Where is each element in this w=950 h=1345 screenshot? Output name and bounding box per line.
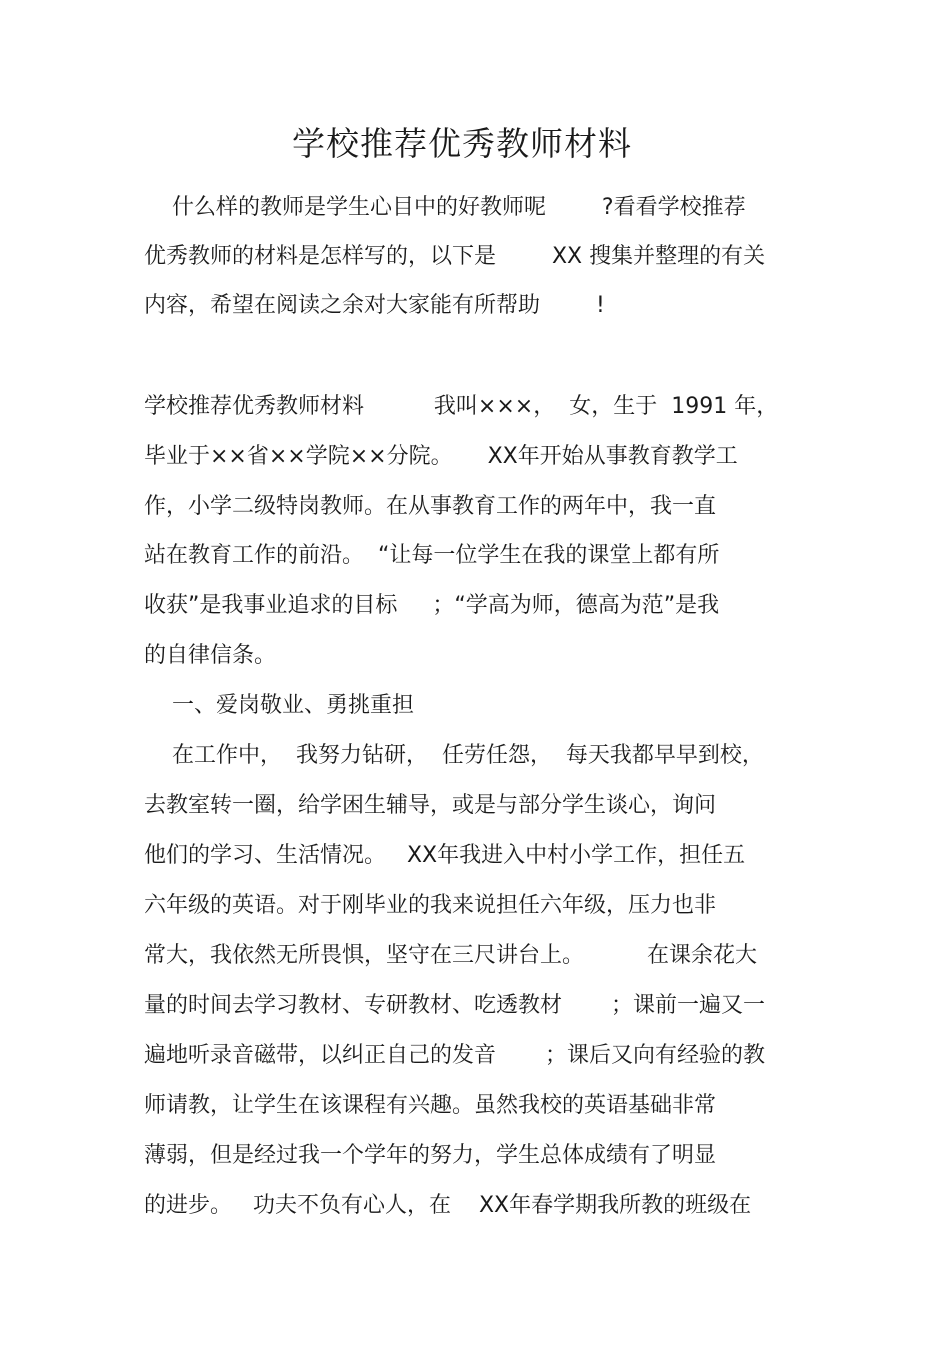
paragraph-line: 他们的学习、生活情况。 XX年我进入中村小学工作，担任五 xyxy=(144,843,746,868)
paragraph-line: 站在教育工作的前沿。 “让每一位学生在我的课堂上都有所 xyxy=(144,543,720,568)
document-title: 学校推荐优秀教师材料 xyxy=(292,124,632,163)
paragraph-line: 薄弱，但是经过我一个学年的努力，学生总体成绩有了明显 xyxy=(144,1143,717,1168)
paragraph-line: 内容，希望在阅读之余对大家能有所帮助 ! xyxy=(144,293,605,318)
paragraph-line: 毕业于××省××学院××分院。 XX年开始从事教育教学工 xyxy=(144,444,738,469)
paragraph-line: 收获”是我事业追求的目标 ；“学高为师，德高为范”是我 xyxy=(144,593,720,618)
paragraph-line: 常大，我依然无所畏惧，坚守在三尺讲台上。 在课余花大 xyxy=(144,943,757,968)
paragraph-line: 量的时间去学习教材、专研教材、吃透教材 ；课前一遍又一 xyxy=(144,993,765,1018)
paragraph-line: 学校推荐优秀教师材料 我叫×××， 女，生于 1991 年， xyxy=(144,394,779,419)
paragraph-line: 师请教，让学生在该课程有兴趣。虽然我校的英语基础非常 xyxy=(144,1093,717,1118)
paragraph-line: 六年级的英语。对于刚毕业的我来说担任六年级，压力也非 xyxy=(144,893,717,918)
paragraph-line: 去教室转一圈，给学困生辅导，或是与部分学生谈心，询问 xyxy=(144,793,717,818)
paragraph-line: 遍地听录音磁带，以纠正自己的发音 ；课后又向有经验的教 xyxy=(144,1043,765,1068)
paragraph-line: 的进步。 功夫不负有心人，在 XX年春学期我所教的班级在 xyxy=(144,1193,752,1218)
paragraph-line: 的自律信条。 xyxy=(144,643,277,668)
paragraph-line: 什么样的教师是学生心目中的好教师呢 ?看看学校推荐 xyxy=(144,195,746,220)
paragraph-line: 优秀教师的材料是怎样写的，以下是 XX 搜集并整理的有关 xyxy=(144,244,766,269)
paragraph-line: 作，小学二级特岗教师。在从事教育工作的两年中，我一直 xyxy=(144,494,717,519)
section-heading: 一、爱岗敬业、勇挑重担 xyxy=(144,693,414,718)
paragraph-line: 在工作中， 我努力钻研， 任劳任怨， 每天我都早早到校， xyxy=(144,743,764,768)
